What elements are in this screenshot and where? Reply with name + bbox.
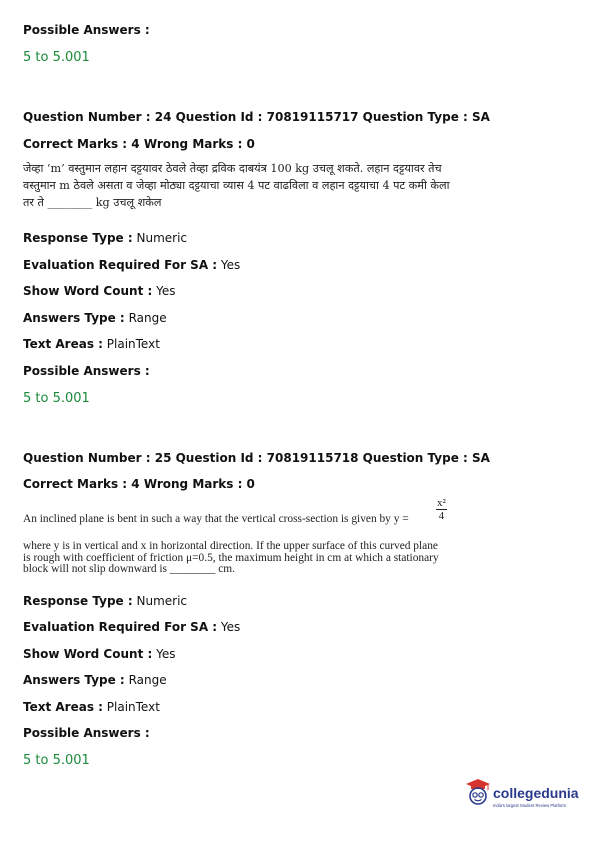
question-24-header: Question Number : 24 Question Id : 70819115717 Question Type : SA	[23, 110, 490, 124]
evaluation-required-row	[23, 620, 240, 634]
text-areas-label: Text Areas :	[23, 337, 103, 351]
response-type-value: Numeric	[136, 231, 188, 245]
question-24-body-line: वस्तुमान m ठेवले असता व जेव्हा मोठ्या दट्टयाचा व्यास 4 पट वाढविला व लहान दट्टयाचा 4 पट कमी केला	[23, 179, 450, 192]
response-type-value: Numeric	[136, 594, 188, 608]
possible-answer-value: 5 to 5.001	[23, 391, 90, 406]
question-24-marks: Correct Marks : 4 Wrong Marks : 0	[23, 137, 255, 151]
text-areas-value: PlainText	[106, 700, 160, 714]
fraction-x-squared-over-4	[436, 497, 447, 522]
fraction-denominator: 4	[438, 510, 445, 522]
evaluation-required-value: Yes	[220, 258, 241, 272]
question-25-body-line: where y is in vertical and x in horizontal direction. If the upper surface of this curved plane	[23, 540, 438, 552]
answers-type-row	[23, 673, 167, 687]
answers-type-value: Range	[128, 673, 167, 687]
text-areas-row	[23, 700, 160, 714]
evaluation-required-row	[23, 258, 240, 272]
show-word-count-value: Yes	[156, 284, 176, 298]
text-areas-row	[23, 337, 160, 351]
show-word-count-row	[23, 647, 175, 661]
possible-answers-label: Possible Answers :	[23, 23, 150, 37]
answers-type-row	[23, 311, 167, 325]
response-type-label: Response Type :	[23, 594, 133, 608]
evaluation-required-value: Yes	[220, 620, 241, 634]
question-25-body-line: is rough with coefficient of friction μ=0.5, the maximum height in cm at which a stationary	[23, 551, 439, 564]
question-25-header: Question Number : 25 Question Id : 70819115718 Question Type : SA	[23, 451, 490, 465]
answers-type-value: Range	[128, 311, 167, 325]
evaluation-required-label: Evaluation Required For SA :	[23, 258, 218, 272]
response-type-label: Response Type :	[23, 231, 133, 245]
question-24-body-line: जेव्हा ‘m’ वस्तुमान लहान दट्टयावर ठेवले तेव्हा द्रविक दाबयंत्र 100 kg उचलू शकते. लहान दट्टयावर तेच	[23, 162, 442, 175]
text-areas-label: Text Areas :	[23, 700, 103, 714]
question-25-body-line: block will not slip downward is ________ cm.	[23, 563, 235, 576]
collegedunia-logo	[465, 777, 579, 817]
evaluation-required-label: Evaluation Required For SA :	[23, 620, 218, 634]
graduate-cap-face-icon	[465, 777, 491, 807]
logo-tagline: India's largest Student Review Platform	[493, 803, 566, 808]
question-25-marks: Correct Marks : 4 Wrong Marks : 0	[23, 477, 255, 491]
show-word-count-label: Show Word Count :	[23, 284, 153, 298]
question-25-body	[23, 541, 463, 576]
possible-answers-label: Possible Answers :	[23, 726, 150, 740]
text-areas-value: PlainText	[106, 337, 160, 351]
possible-answer-value: 5 to 5.001	[23, 50, 90, 65]
answers-type-label: Answers Type :	[23, 673, 125, 687]
show-word-count-label: Show Word Count :	[23, 647, 153, 661]
possible-answers-label: Possible Answers :	[23, 364, 150, 378]
response-type-row	[23, 231, 187, 245]
logo-wordmark: collegedunia	[493, 785, 579, 801]
question-24-body	[23, 160, 463, 211]
question-25-body-line: An inclined plane is bent in such a way that the vertical cross-section is given by y =	[23, 513, 409, 525]
question-24-body-line: तर ते ________ kg उचलू शकेल	[23, 196, 162, 209]
fraction-numerator: x²	[437, 497, 446, 509]
response-type-row	[23, 594, 187, 608]
answers-type-label: Answers Type :	[23, 311, 125, 325]
possible-answer-value: 5 to 5.001	[23, 753, 90, 768]
show-word-count-value: Yes	[156, 647, 176, 661]
show-word-count-row	[23, 284, 175, 298]
